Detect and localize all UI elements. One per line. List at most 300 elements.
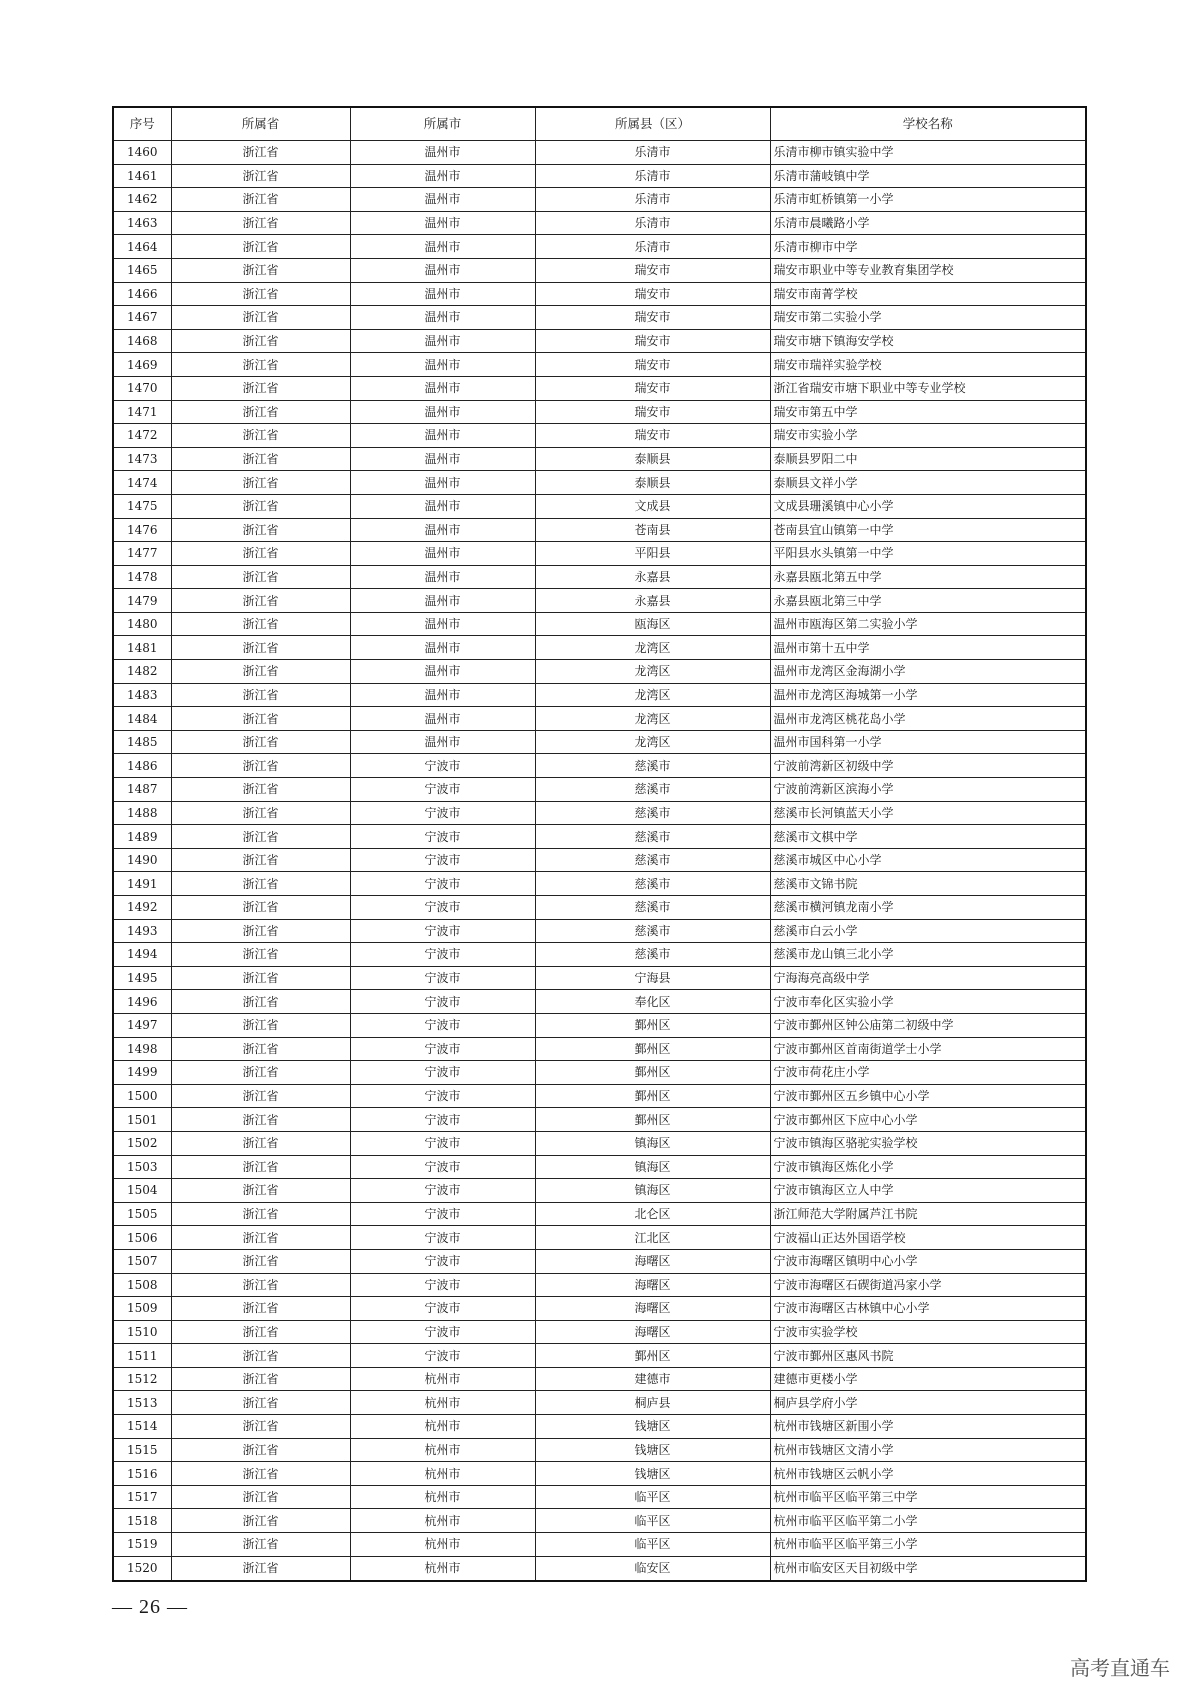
- cell-city: 宁波市: [350, 1273, 535, 1297]
- cell-county: 慈溪市: [535, 801, 770, 825]
- cell-county: 瑞安市: [535, 329, 770, 353]
- table-row: [113, 1249, 1086, 1273]
- cell-city: 宁波市: [350, 966, 535, 990]
- table-row: [113, 1509, 1086, 1533]
- cell-province: 浙江省: [171, 636, 350, 660]
- cell-city: 温州市: [350, 258, 535, 282]
- cell-county: 瑞安市: [535, 400, 770, 424]
- cell-city: 温州市: [350, 589, 535, 613]
- cell-school-name: 宁波市镇海区立人中学: [770, 1179, 1086, 1203]
- cell-school-name: 桐庐县学府小学: [770, 1391, 1086, 1415]
- cell-school-name: 乐清市虹桥镇第一小学: [770, 188, 1086, 212]
- cell-index: 1513: [113, 1391, 171, 1415]
- table-row: [113, 801, 1086, 825]
- cell-school-name: 宁波市鄞州区五乡镇中心小学: [770, 1084, 1086, 1108]
- table-row: [113, 306, 1086, 330]
- cell-city: 温州市: [350, 494, 535, 518]
- cell-city: 温州市: [350, 565, 535, 589]
- cell-county: 建德市: [535, 1367, 770, 1391]
- cell-index: 1491: [113, 872, 171, 896]
- cell-county: 慈溪市: [535, 825, 770, 849]
- table-row: [113, 612, 1086, 636]
- table-row: [113, 943, 1086, 967]
- cell-index: 1489: [113, 825, 171, 849]
- cell-county: 龙湾区: [535, 660, 770, 684]
- cell-county: 鄞州区: [535, 1344, 770, 1368]
- table-row: [113, 1320, 1086, 1344]
- school-list-table: [112, 106, 1087, 1582]
- table-row: [113, 730, 1086, 754]
- cell-province: 浙江省: [171, 1391, 350, 1415]
- cell-city: 宁波市: [350, 1226, 535, 1250]
- cell-index: 1518: [113, 1509, 171, 1533]
- cell-province: 浙江省: [171, 376, 350, 400]
- cell-province: 浙江省: [171, 1367, 350, 1391]
- cell-index: 1501: [113, 1108, 171, 1132]
- col-header-index: 序号: [113, 107, 171, 141]
- cell-province: 浙江省: [171, 1509, 350, 1533]
- cell-school-name: 宁波市海曙区镇明中心小学: [770, 1249, 1086, 1273]
- col-header-county: 所属县（区）: [535, 107, 770, 141]
- cell-city: 杭州市: [350, 1556, 535, 1581]
- cell-province: 浙江省: [171, 353, 350, 377]
- table-row: [113, 1485, 1086, 1509]
- cell-school-name: 宁波市镇海区骆驼实验学校: [770, 1131, 1086, 1155]
- table-row: [113, 1344, 1086, 1368]
- cell-school-name: 宁波前湾新区滨海小学: [770, 778, 1086, 802]
- cell-county: 奉化区: [535, 990, 770, 1014]
- table-row: [113, 848, 1086, 872]
- table-row: [113, 1462, 1086, 1486]
- cell-county: 钱塘区: [535, 1438, 770, 1462]
- cell-index: 1474: [113, 471, 171, 495]
- cell-school-name: 浙江省瑞安市塘下职业中等专业学校: [770, 376, 1086, 400]
- cell-index: 1510: [113, 1320, 171, 1344]
- cell-county: 鄞州区: [535, 1013, 770, 1037]
- cell-index: 1505: [113, 1202, 171, 1226]
- cell-county: 临平区: [535, 1533, 770, 1557]
- cell-school-name: 温州市国科第一小学: [770, 730, 1086, 754]
- table-row: [113, 1391, 1086, 1415]
- cell-county: 文成县: [535, 494, 770, 518]
- table-row: [113, 329, 1086, 353]
- cell-school-name: 慈溪市城区中心小学: [770, 848, 1086, 872]
- table-row: [113, 1297, 1086, 1321]
- cell-county: 海曙区: [535, 1273, 770, 1297]
- cell-city: 宁波市: [350, 1179, 535, 1203]
- cell-index: 1462: [113, 188, 171, 212]
- cell-index: 1485: [113, 730, 171, 754]
- table-row: [113, 1202, 1086, 1226]
- cell-province: 浙江省: [171, 1061, 350, 1085]
- cell-school-name: 慈溪市龙山镇三北小学: [770, 943, 1086, 967]
- cell-city: 杭州市: [350, 1462, 535, 1486]
- cell-school-name: 慈溪市文锦书院: [770, 872, 1086, 896]
- cell-city: 宁波市: [350, 848, 535, 872]
- cell-province: 浙江省: [171, 542, 350, 566]
- cell-index: 1498: [113, 1037, 171, 1061]
- col-header-province: 所属省: [171, 107, 350, 141]
- cell-county: 慈溪市: [535, 943, 770, 967]
- cell-province: 浙江省: [171, 518, 350, 542]
- cell-province: 浙江省: [171, 1462, 350, 1486]
- cell-index: 1496: [113, 990, 171, 1014]
- cell-index: 1465: [113, 258, 171, 282]
- cell-province: 浙江省: [171, 258, 350, 282]
- col-header-school-name: 学校名称: [770, 107, 1086, 141]
- cell-school-name: 建德市更楼小学: [770, 1367, 1086, 1391]
- cell-province: 浙江省: [171, 1297, 350, 1321]
- cell-county: 慈溪市: [535, 848, 770, 872]
- cell-index: 1481: [113, 636, 171, 660]
- cell-province: 浙江省: [171, 1556, 350, 1581]
- cell-city: 杭州市: [350, 1391, 535, 1415]
- cell-province: 浙江省: [171, 589, 350, 613]
- cell-province: 浙江省: [171, 730, 350, 754]
- cell-index: 1520: [113, 1556, 171, 1581]
- cell-index: 1482: [113, 660, 171, 684]
- cell-province: 浙江省: [171, 1438, 350, 1462]
- cell-school-name: 苍南县宜山镇第一中学: [770, 518, 1086, 542]
- cell-county: 瑞安市: [535, 258, 770, 282]
- table-row: [113, 141, 1086, 165]
- table-row: [113, 471, 1086, 495]
- table-row: [113, 376, 1086, 400]
- table-row: [113, 1179, 1086, 1203]
- cell-county: 镇海区: [535, 1131, 770, 1155]
- cell-province: 浙江省: [171, 1155, 350, 1179]
- cell-school-name: 宁波市鄞州区下应中心小学: [770, 1108, 1086, 1132]
- cell-city: 宁波市: [350, 778, 535, 802]
- cell-school-name: 永嘉县瓯北第三中学: [770, 589, 1086, 613]
- table-row: [113, 447, 1086, 471]
- cell-province: 浙江省: [171, 943, 350, 967]
- cell-city: 温州市: [350, 164, 535, 188]
- cell-province: 浙江省: [171, 1037, 350, 1061]
- cell-province: 浙江省: [171, 660, 350, 684]
- table-row: [113, 1273, 1086, 1297]
- table-row: [113, 164, 1086, 188]
- cell-province: 浙江省: [171, 471, 350, 495]
- cell-city: 温州市: [350, 400, 535, 424]
- cell-province: 浙江省: [171, 1084, 350, 1108]
- cell-county: 乐清市: [535, 164, 770, 188]
- table-row: [113, 1415, 1086, 1439]
- cell-province: 浙江省: [171, 754, 350, 778]
- cell-index: 1460: [113, 141, 171, 165]
- cell-index: 1464: [113, 235, 171, 259]
- cell-school-name: 宁波市海曙区石碶街道冯家小学: [770, 1273, 1086, 1297]
- table-row: [113, 1013, 1086, 1037]
- cell-city: 宁波市: [350, 1202, 535, 1226]
- cell-index: 1484: [113, 707, 171, 731]
- cell-index: 1470: [113, 376, 171, 400]
- cell-city: 宁波市: [350, 1084, 535, 1108]
- table-row: [113, 1108, 1086, 1132]
- cell-index: 1503: [113, 1155, 171, 1179]
- cell-index: 1466: [113, 282, 171, 306]
- cell-school-name: 杭州市临平区临平第三小学: [770, 1533, 1086, 1557]
- cell-city: 温州市: [350, 447, 535, 471]
- cell-county: 江北区: [535, 1226, 770, 1250]
- cell-school-name: 宁波市鄞州区首南街道学士小学: [770, 1037, 1086, 1061]
- table-row: [113, 565, 1086, 589]
- table-row: [113, 282, 1086, 306]
- cell-province: 浙江省: [171, 164, 350, 188]
- cell-school-name: 温州市龙湾区海城第一小学: [770, 683, 1086, 707]
- cell-city: 温州市: [350, 660, 535, 684]
- table-row: [113, 258, 1086, 282]
- cell-city: 宁波市: [350, 872, 535, 896]
- cell-county: 临平区: [535, 1509, 770, 1533]
- cell-school-name: 温州市第十五中学: [770, 636, 1086, 660]
- cell-school-name: 瑞安市南菁学校: [770, 282, 1086, 306]
- cell-county: 瓯海区: [535, 612, 770, 636]
- cell-province: 浙江省: [171, 1013, 350, 1037]
- cell-index: 1500: [113, 1084, 171, 1108]
- cell-province: 浙江省: [171, 825, 350, 849]
- cell-city: 宁波市: [350, 825, 535, 849]
- cell-index: 1512: [113, 1367, 171, 1391]
- header-row: [113, 107, 1086, 141]
- table-body: [113, 141, 1086, 1582]
- cell-index: 1497: [113, 1013, 171, 1037]
- cell-school-name: 瑞安市第二实验小学: [770, 306, 1086, 330]
- cell-city: 温州市: [350, 282, 535, 306]
- cell-county: 鄞州区: [535, 1084, 770, 1108]
- cell-county: 龙湾区: [535, 707, 770, 731]
- cell-province: 浙江省: [171, 1226, 350, 1250]
- cell-school-name: 宁波前湾新区初级中学: [770, 754, 1086, 778]
- cell-index: 1490: [113, 848, 171, 872]
- table-row: [113, 1061, 1086, 1085]
- cell-school-name: 永嘉县瓯北第五中学: [770, 565, 1086, 589]
- cell-province: 浙江省: [171, 235, 350, 259]
- page-number: — 26 —: [112, 1596, 188, 1618]
- cell-school-name: 宁波市鄞州区钟公庙第二初级中学: [770, 1013, 1086, 1037]
- cell-index: 1488: [113, 801, 171, 825]
- table-row: [113, 919, 1086, 943]
- cell-county: 龙湾区: [535, 683, 770, 707]
- cell-index: 1475: [113, 494, 171, 518]
- cell-city: 宁波市: [350, 1297, 535, 1321]
- cell-county: 乐清市: [535, 188, 770, 212]
- table-row: [113, 400, 1086, 424]
- cell-city: 温州市: [350, 424, 535, 448]
- cell-index: 1511: [113, 1344, 171, 1368]
- cell-province: 浙江省: [171, 1485, 350, 1509]
- table-row: [113, 1367, 1086, 1391]
- cell-city: 宁波市: [350, 1131, 535, 1155]
- cell-city: 温州市: [350, 707, 535, 731]
- table-row: [113, 660, 1086, 684]
- cell-school-name: 瑞安市实验小学: [770, 424, 1086, 448]
- cell-province: 浙江省: [171, 1202, 350, 1226]
- cell-school-name: 乐清市晨曦路小学: [770, 211, 1086, 235]
- cell-school-name: 宁波市实验学校: [770, 1320, 1086, 1344]
- watermark-text: 高考直通车: [1070, 1656, 1170, 1680]
- cell-city: 温州市: [350, 612, 535, 636]
- cell-index: 1507: [113, 1249, 171, 1273]
- cell-school-name: 平阳县水头镇第一中学: [770, 542, 1086, 566]
- table-row: [113, 188, 1086, 212]
- cell-index: 1515: [113, 1438, 171, 1462]
- cell-index: 1477: [113, 542, 171, 566]
- cell-province: 浙江省: [171, 966, 350, 990]
- cell-county: 龙湾区: [535, 730, 770, 754]
- cell-school-name: 宁波市海曙区古林镇中心小学: [770, 1297, 1086, 1321]
- table-row: [113, 542, 1086, 566]
- cell-school-name: 宁波市鄞州区惠风书院: [770, 1344, 1086, 1368]
- table-row: [113, 353, 1086, 377]
- cell-county: 北仑区: [535, 1202, 770, 1226]
- cell-city: 宁波市: [350, 1344, 535, 1368]
- table-row: [113, 235, 1086, 259]
- cell-school-name: 瑞安市瑞祥实验学校: [770, 353, 1086, 377]
- cell-city: 宁波市: [350, 896, 535, 920]
- cell-city: 温州市: [350, 542, 535, 566]
- cell-county: 慈溪市: [535, 872, 770, 896]
- table-row: [113, 424, 1086, 448]
- cell-city: 温州市: [350, 188, 535, 212]
- cell-county: 桐庐县: [535, 1391, 770, 1415]
- cell-county: 镇海区: [535, 1179, 770, 1203]
- cell-county: 乐清市: [535, 211, 770, 235]
- cell-index: 1508: [113, 1273, 171, 1297]
- cell-index: 1463: [113, 211, 171, 235]
- cell-city: 宁波市: [350, 1320, 535, 1344]
- cell-school-name: 杭州市临平区临平第三中学: [770, 1485, 1086, 1509]
- cell-school-name: 乐清市蒲岐镇中学: [770, 164, 1086, 188]
- cell-county: 瑞安市: [535, 282, 770, 306]
- cell-index: 1509: [113, 1297, 171, 1321]
- cell-school-name: 宁波市荷花庄小学: [770, 1061, 1086, 1085]
- cell-province: 浙江省: [171, 329, 350, 353]
- cell-city: 温州市: [350, 636, 535, 660]
- cell-city: 宁波市: [350, 1155, 535, 1179]
- cell-county: 乐清市: [535, 235, 770, 259]
- cell-school-name: 宁海海亮高级中学: [770, 966, 1086, 990]
- cell-index: 1480: [113, 612, 171, 636]
- table-row: [113, 589, 1086, 613]
- cell-county: 慈溪市: [535, 778, 770, 802]
- table-row: [113, 896, 1086, 920]
- cell-city: 宁波市: [350, 943, 535, 967]
- cell-city: 杭州市: [350, 1509, 535, 1533]
- cell-county: 乐清市: [535, 141, 770, 165]
- cell-school-name: 瑞安市职业中等专业教育集团学校: [770, 258, 1086, 282]
- table-row: [113, 518, 1086, 542]
- cell-school-name: 慈溪市白云小学: [770, 919, 1086, 943]
- cell-province: 浙江省: [171, 919, 350, 943]
- cell-index: 1467: [113, 306, 171, 330]
- cell-city: 温州市: [350, 211, 535, 235]
- cell-city: 宁波市: [350, 1108, 535, 1132]
- cell-city: 温州市: [350, 730, 535, 754]
- cell-school-name: 瑞安市塘下镇海安学校: [770, 329, 1086, 353]
- cell-index: 1469: [113, 353, 171, 377]
- cell-province: 浙江省: [171, 683, 350, 707]
- cell-county: 瑞安市: [535, 353, 770, 377]
- cell-school-name: 泰顺县文祥小学: [770, 471, 1086, 495]
- cell-city: 温州市: [350, 329, 535, 353]
- cell-city: 温州市: [350, 471, 535, 495]
- table-row: [113, 1556, 1086, 1581]
- cell-index: 1483: [113, 683, 171, 707]
- table-row: [113, 990, 1086, 1014]
- table-row: [113, 872, 1086, 896]
- cell-school-name: 文成县珊溪镇中心小学: [770, 494, 1086, 518]
- cell-index: 1495: [113, 966, 171, 990]
- cell-city: 温州市: [350, 353, 535, 377]
- table-row: [113, 707, 1086, 731]
- cell-province: 浙江省: [171, 1273, 350, 1297]
- cell-province: 浙江省: [171, 801, 350, 825]
- cell-county: 平阳县: [535, 542, 770, 566]
- cell-city: 宁波市: [350, 754, 535, 778]
- cell-province: 浙江省: [171, 306, 350, 330]
- cell-province: 浙江省: [171, 1108, 350, 1132]
- cell-school-name: 慈溪市文棋中学: [770, 825, 1086, 849]
- cell-school-name: 温州市龙湾区桃花岛小学: [770, 707, 1086, 731]
- cell-index: 1476: [113, 518, 171, 542]
- cell-school-name: 乐清市柳市镇实验中学: [770, 141, 1086, 165]
- cell-province: 浙江省: [171, 778, 350, 802]
- cell-county: 钱塘区: [535, 1462, 770, 1486]
- cell-province: 浙江省: [171, 565, 350, 589]
- cell-school-name: 乐清市柳市中学: [770, 235, 1086, 259]
- table-row: [113, 966, 1086, 990]
- cell-school-name: 杭州市钱塘区新围小学: [770, 1415, 1086, 1439]
- cell-county: 鄞州区: [535, 1108, 770, 1132]
- cell-index: 1493: [113, 919, 171, 943]
- cell-index: 1479: [113, 589, 171, 613]
- cell-province: 浙江省: [171, 1179, 350, 1203]
- cell-province: 浙江省: [171, 1320, 350, 1344]
- table-row: [113, 1226, 1086, 1250]
- cell-index: 1514: [113, 1415, 171, 1439]
- cell-school-name: 杭州市钱塘区云帆小学: [770, 1462, 1086, 1486]
- cell-county: 慈溪市: [535, 896, 770, 920]
- col-header-city: 所属市: [350, 107, 535, 141]
- table-row: [113, 1155, 1086, 1179]
- cell-county: 镇海区: [535, 1155, 770, 1179]
- cell-province: 浙江省: [171, 188, 350, 212]
- table-row: [113, 494, 1086, 518]
- cell-province: 浙江省: [171, 1344, 350, 1368]
- table-row: [113, 754, 1086, 778]
- cell-county: 钱塘区: [535, 1415, 770, 1439]
- cell-school-name: 泰顺县罗阳二中: [770, 447, 1086, 471]
- table-row: [113, 1084, 1086, 1108]
- cell-province: 浙江省: [171, 896, 350, 920]
- cell-province: 浙江省: [171, 1131, 350, 1155]
- cell-county: 海曙区: [535, 1320, 770, 1344]
- cell-city: 宁波市: [350, 990, 535, 1014]
- table-row: [113, 825, 1086, 849]
- cell-province: 浙江省: [171, 211, 350, 235]
- cell-index: 1499: [113, 1061, 171, 1085]
- cell-city: 温州市: [350, 306, 535, 330]
- cell-city: 杭州市: [350, 1367, 535, 1391]
- cell-index: 1472: [113, 424, 171, 448]
- cell-province: 浙江省: [171, 872, 350, 896]
- table-row: [113, 636, 1086, 660]
- cell-school-name: 宁波市镇海区炼化小学: [770, 1155, 1086, 1179]
- cell-city: 宁波市: [350, 1037, 535, 1061]
- table-row: [113, 1438, 1086, 1462]
- cell-county: 慈溪市: [535, 919, 770, 943]
